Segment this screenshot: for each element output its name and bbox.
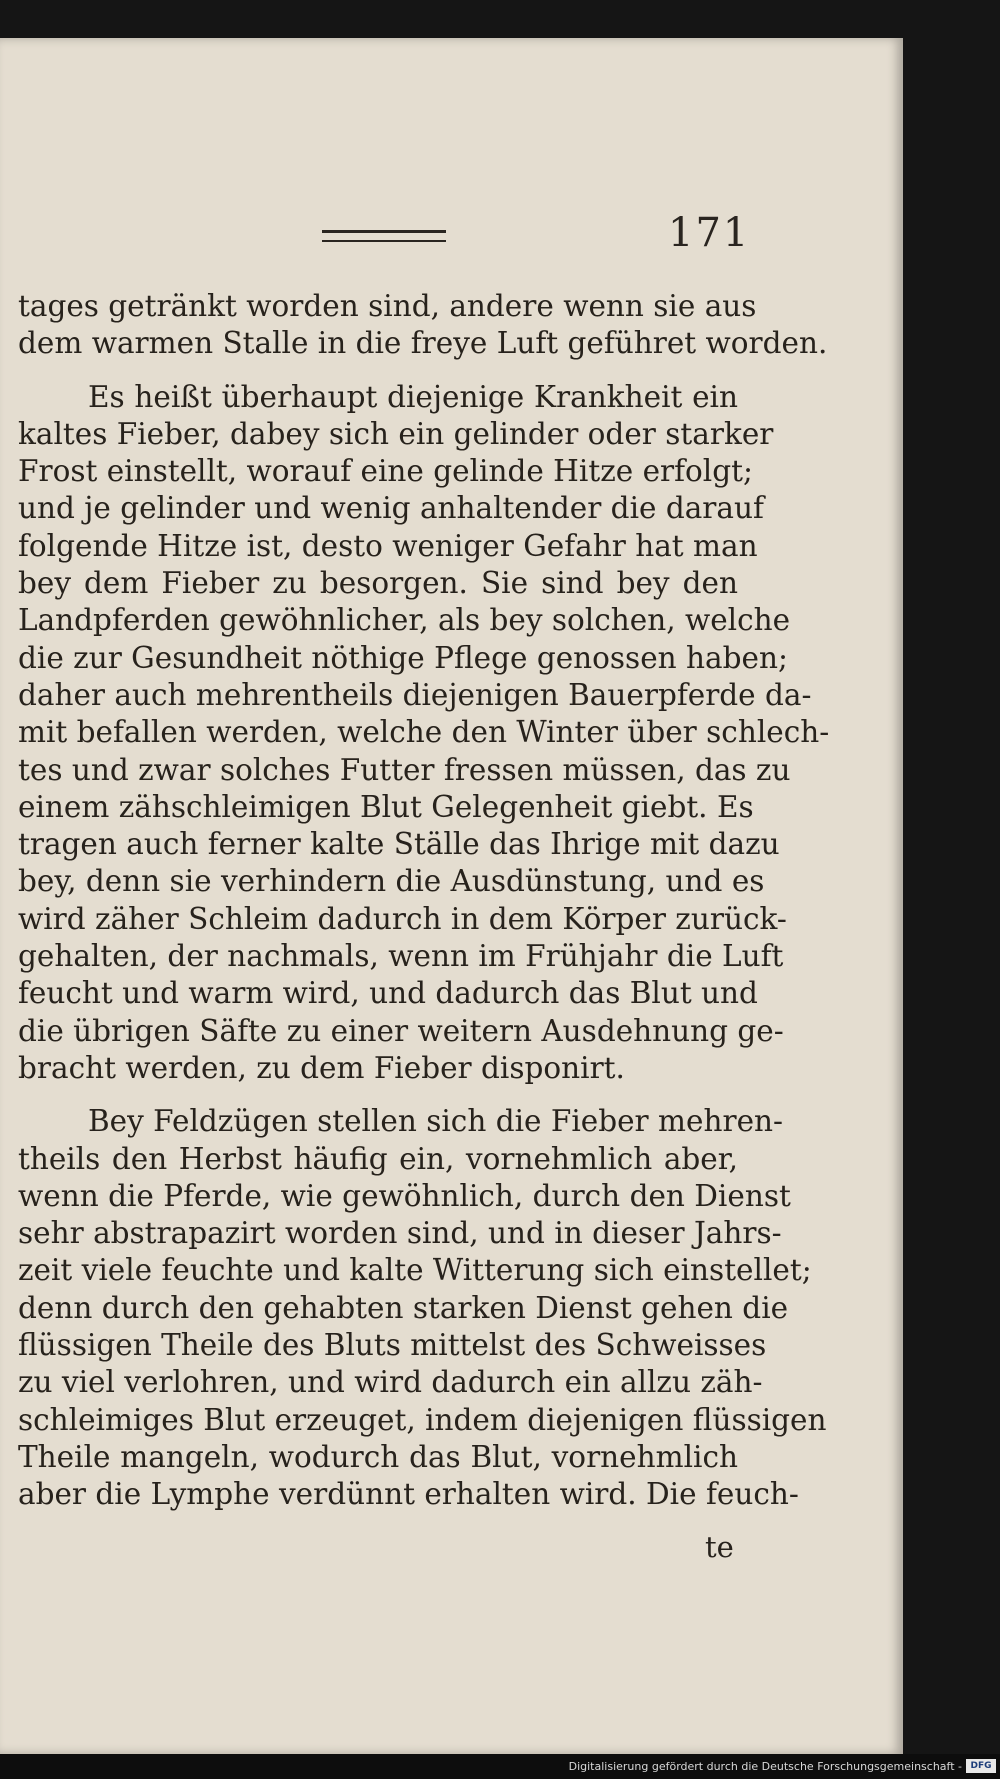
paragraph-gap xyxy=(18,363,738,379)
text-line: sehr abstrapazirt worden sind, und in dieser Jahrs- xyxy=(18,1216,782,1251)
text-line: tages getränkt worden sind, andere wenn sie aus xyxy=(18,289,757,323)
text-line: tragen auch ferner kalte Ställe das Ihrige mit dazu xyxy=(18,827,780,862)
text-line: einem zähschleimigen Blut Gelegenheit giebt. Es xyxy=(18,789,754,824)
paragraph xyxy=(18,379,830,1088)
text-line: zeit viele feuchte und kalte Witterung sich einstellet; xyxy=(18,1253,812,1288)
text-line: die übrigen Säfte zu einer weitern Ausdehnung ge- xyxy=(18,1013,784,1048)
text-line: Bey Feldzügen stellen sich die Fieber mehren- xyxy=(88,1104,783,1139)
text-line: Theile mangeln, wodurch das Blut, vornehmlich xyxy=(18,1439,738,1474)
text-line: feucht und warm wird, und dadurch das Blut und xyxy=(18,976,758,1011)
body-text xyxy=(18,288,830,1514)
catchword: te xyxy=(705,1530,734,1564)
text-line: schleimiges Blut erzeuget, indem diejenigen flüssigen xyxy=(18,1402,827,1437)
text-line: flüssigen Theile des Bluts mittelst des Schweisses xyxy=(18,1328,767,1363)
text-line: mit befallen werden, welche den Winter über schlech- xyxy=(18,715,830,750)
text-line: die zur Gesundheit nöthige Pflege genossen haben; xyxy=(18,640,788,675)
text-line: bey, denn sie verhindern die Ausdünstung, und es xyxy=(18,864,765,899)
text-line: und je gelinder und wenig anhaltender die darauf xyxy=(18,491,764,526)
text-line: Es heißt überhaupt diejenige Krankheit ein xyxy=(88,379,738,414)
text-line: zu viel verlohren, und wird dadurch ein allzu zäh- xyxy=(18,1365,763,1400)
text-line: dem warmen Stalle in die freye Luft geführet worden. xyxy=(18,326,828,361)
text-line: Frost einstellt, worauf eine gelinde Hitze erfolgt; xyxy=(18,454,753,489)
text-line: Landpferden gewöhnlicher, als bey solchen, welche xyxy=(18,603,791,638)
text-line: folgende Hitze ist, desto weniger Gefahr hat man xyxy=(18,528,758,563)
paragraph xyxy=(18,1103,827,1513)
text-line: bey dem Fieber zu besorgen. Sie sind bey den xyxy=(18,566,738,601)
text-line: theils den Herbst häufig ein, vornehmlich aber, xyxy=(18,1141,738,1176)
text-line: daher auch mehrentheils diejenigen Bauerpferde da- xyxy=(18,677,812,712)
dfg-logo: DFG xyxy=(966,1759,996,1773)
book-page xyxy=(0,38,903,1754)
text-line: aber die Lymphe verdünnt erhalten wird. Die feuch- xyxy=(18,1477,799,1512)
page-number: 171 xyxy=(668,210,751,256)
paragraph-gap xyxy=(18,1087,738,1103)
paragraph xyxy=(18,288,828,363)
text-line: gehalten, der nachmals, wenn im Frühjahr die Luft xyxy=(18,939,784,974)
text-line: wird zäher Schleim dadurch in dem Körper zurück- xyxy=(18,901,787,936)
text-line: bracht werden, zu dem Fieber disponirt. xyxy=(18,1050,625,1085)
text-line: kaltes Fieber, dabey sich ein gelinder oder starker xyxy=(18,416,774,451)
text-line: denn durch den gehabten starken Dienst gehen die xyxy=(18,1290,789,1325)
header-rule xyxy=(322,230,446,242)
text-line: wenn die Pferde, wie gewöhnlich, durch den Dienst xyxy=(18,1178,791,1213)
funding-credit: Digitalisierung gefördert durch die Deutsche Forschungsgemeinschaft - xyxy=(568,1760,962,1773)
text-line: tes und zwar solches Futter fressen müssen, das zu xyxy=(18,752,791,787)
